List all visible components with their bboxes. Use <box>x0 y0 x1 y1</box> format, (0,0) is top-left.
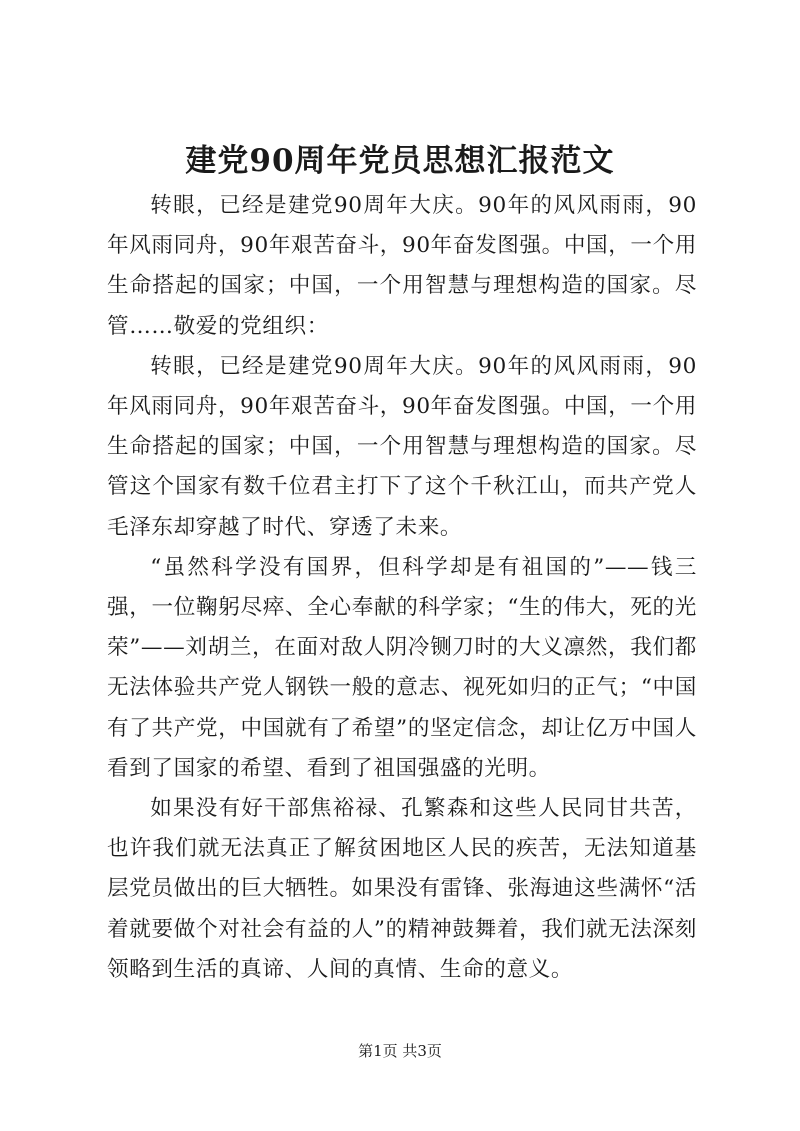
paragraph-3: “虽然科学没有国界，但科学却是有祖国的”——钱三强，一位鞠躬尽瘁、全心奉献的科学家；“生的伟大，死的光荣”——刘胡兰，在面对敌人阴冷铡刀时的大义凛然，我们都无法体验共产党人钢铁一般的意志、视死如归的正气；“中国有了共产党，中国就有了希望”的坚定信念，却让亿万中国人看到了国家的希望、看到了祖国强盛的光明。 <box>107 554 697 781</box>
paragraph-1: 转眼，已经是建党90周年大庆。90年的风风雨雨，90年风雨同舟，90年艰苦奋斗，90年奋发图强。中国，一个用生命搭起的国家；中国，一个用智慧与理想构造的国家。尽管……敬爱的党组织： <box>107 193 698 339</box>
document-title: 建党90周年党员思想汇报范文 <box>185 143 615 179</box>
paragraph-2: 转眼，已经是建党90周年大庆。90年的风风雨雨，90年风雨同舟，90年艰苦奋斗，90年奋发图强。中国，一个用生命搭起的国家；中国，一个用智慧与理想构造的国家。尽管这个国家有数千位君主打下了这个千秋江山，而共产党人毛泽东却穿越了时代、穿透了未来。 <box>107 353 698 540</box>
page-number-footer: 第1页 共3页 <box>358 1042 442 1060</box>
paragraph-4: 如果没有好干部焦裕禄、孔繁森和这些人民同甘共苦，也许我们就无法真正了解贫困地区人民的疾苦，无法知道基层党员做出的巨大牺牲。如果没有雷锋、张海迪这些满怀“活着就要做个对社会有益的人”的精神鼓舞着，我们就无法深刻领略到生活的真谛、人间的真情、生命的意义。 <box>107 796 697 982</box>
document-body <box>107 186 697 990</box>
